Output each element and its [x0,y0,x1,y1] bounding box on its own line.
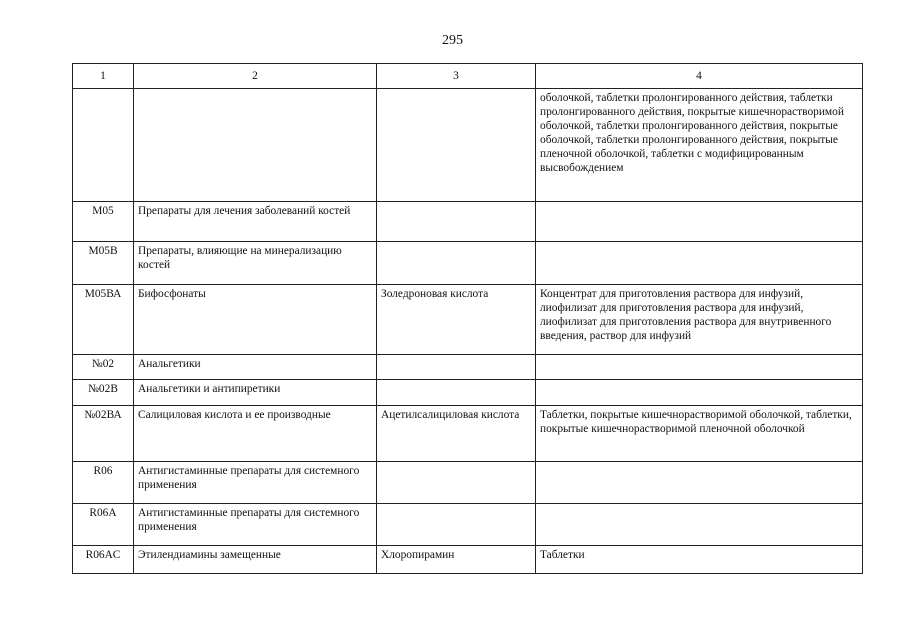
substance-name [377,462,536,504]
group-name: Препараты для лечения заболеваний костей [134,202,377,242]
atc-code: №02В [73,380,134,406]
group-name [134,89,377,202]
substance-name: Золедроновая кислота [377,285,536,355]
substance-name [377,202,536,242]
dosage-forms: Концентрат для приготовления раствора для инфузий, лиофилизат для приготовления раствора для инфузий, лиофилизат для приготовления раствора для внутривенного введения, раствор для инфузий [536,285,863,355]
table-row [73,546,863,574]
table-row [73,285,863,355]
table-row [73,355,863,380]
group-name: Антигистаминные препараты для системного применения [134,462,377,504]
atc-code: М05ВА [73,285,134,355]
table-row [73,89,863,202]
dosage-forms [536,202,863,242]
group-name: Салициловая кислота и ее производные [134,406,377,462]
group-name: Бифосфонаты [134,285,377,355]
atc-code: М05В [73,242,134,285]
page-number: 295 [442,33,463,48]
table-header-row [73,64,863,89]
atc-code [73,89,134,202]
atc-code: М05 [73,202,134,242]
dosage-forms [536,462,863,504]
dosage-forms: Таблетки, покрытые кишечнорастворимой оболочкой, таблетки, покрытые кишечнорастворимой пленочной оболочкой [536,406,863,462]
substance-name [377,504,536,546]
substance-name: Ацетилсалициловая кислота [377,406,536,462]
dosage-forms: Таблетки [536,546,863,574]
table-row [73,202,863,242]
group-name: Этилендиамины замещенные [134,546,377,574]
table-row [73,504,863,546]
group-name: Антигистаминные препараты для системного применения [134,504,377,546]
table-row [73,242,863,285]
substance-name [377,89,536,202]
atc-code: №02ВА [73,406,134,462]
substance-name [377,242,536,285]
header-col-1: 1 [73,64,134,89]
table-row [73,380,863,406]
atc-code: №02 [73,355,134,380]
atc-code: R06AC [73,546,134,574]
dosage-forms: оболочкой, таблетки пролонгированного действия, таблетки пролонгированного действия, покрытые кишечнорастворимой оболочкой, таблетки пролонгированного действия, покрытые оболочкой, таблетки пролонгированного действия, покрытые пленочной оболочкой, таблетки с модифицированным высвобождением [536,89,863,202]
dosage-forms [536,242,863,285]
group-name: Анальгетики и антипиретики [134,380,377,406]
atc-code: R06 [73,462,134,504]
substance-name [377,380,536,406]
header-col-2: 2 [134,64,377,89]
dosage-forms [536,380,863,406]
substance-name [377,355,536,380]
group-name: Препараты, влияющие на минерализацию костей [134,242,377,285]
table-row [73,462,863,504]
dosage-forms [536,504,863,546]
header-col-4: 4 [536,64,863,89]
dosage-forms [536,355,863,380]
header-col-3: 3 [377,64,536,89]
drug-table [72,63,863,574]
atc-code: R06A [73,504,134,546]
substance-name: Хлоропирамин [377,546,536,574]
table-row [73,406,863,462]
group-name: Анальгетики [134,355,377,380]
